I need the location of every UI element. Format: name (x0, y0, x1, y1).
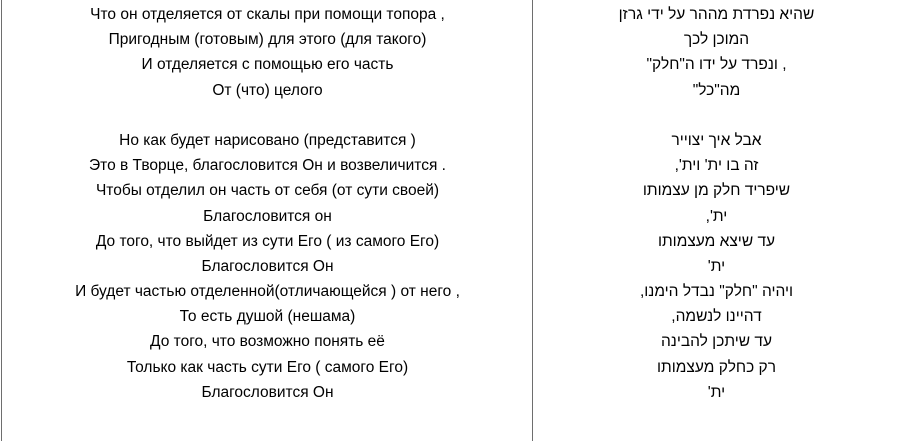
hebrew-line: עד שיתכן להבינה (660, 333, 772, 351)
russian-line: Благословится Он (201, 257, 334, 275)
russian-line: До того, что возможно понять её (150, 333, 385, 351)
russian-line: Чтобы отделил он часть от себя (от сути своей) (95, 182, 440, 200)
russian-line: От (что) целого (212, 81, 323, 99)
hebrew-line: המוכן לכך (683, 31, 750, 49)
hebrew-line: ית', (705, 207, 728, 225)
russian-line: То есть душой (нешама) (179, 308, 356, 326)
hebrew-line: רק כחלק מעצמותו (657, 358, 776, 376)
hebrew-column (534, 2, 899, 405)
hebrew-line: אבל איך יצוייר (671, 131, 762, 149)
hebrew-line: שהיא נפרדת מההר על ידי גרזן (618, 6, 815, 23)
hebrew-line: דהיינו לנשמה, (671, 308, 762, 326)
blank-line (4, 103, 531, 128)
hebrew-line: ית' (707, 383, 726, 401)
hebrew-line: , ונפרד על ידו ה"חלק" (646, 56, 787, 74)
hebrew-line: עד שיצא מעצמותו (657, 232, 776, 250)
russian-line: Благословится Он (201, 383, 334, 401)
hebrew-line: ית' (707, 257, 726, 275)
russian-line: Это в Творце, благословится Он и возвеличится . (89, 157, 446, 175)
russian-line: И будет частью отделенной(отличающейся ) от него , (75, 283, 460, 301)
hebrew-line: מה"כל" (692, 81, 741, 99)
russian-column (4, 2, 531, 405)
left-border-line (1, 0, 2, 441)
russian-line: Благословится он (203, 207, 332, 225)
russian-line: Только как часть сути Его ( самого Его) (126, 358, 409, 376)
hebrew-line: שיפריד חלק מן עצמותו (642, 182, 791, 200)
column-divider (532, 0, 533, 441)
russian-line: Что он отделяется от скалы при помощи топора , (90, 6, 445, 23)
russian-line: Но как будет нарисовано (представится ) (119, 131, 416, 149)
hebrew-line: ויהיה "חלק" נבדל הימנו, (639, 283, 794, 301)
russian-line: Пригодным (готовым) для этого (для такого) (108, 31, 427, 49)
blank-line (534, 103, 899, 128)
hebrew-line: זה בו ית' וית', (674, 157, 759, 175)
russian-line: До того, что выйдет из сути Его ( из самого Его) (95, 232, 440, 250)
russian-line: И отделяется с помощью его часть (141, 56, 394, 74)
